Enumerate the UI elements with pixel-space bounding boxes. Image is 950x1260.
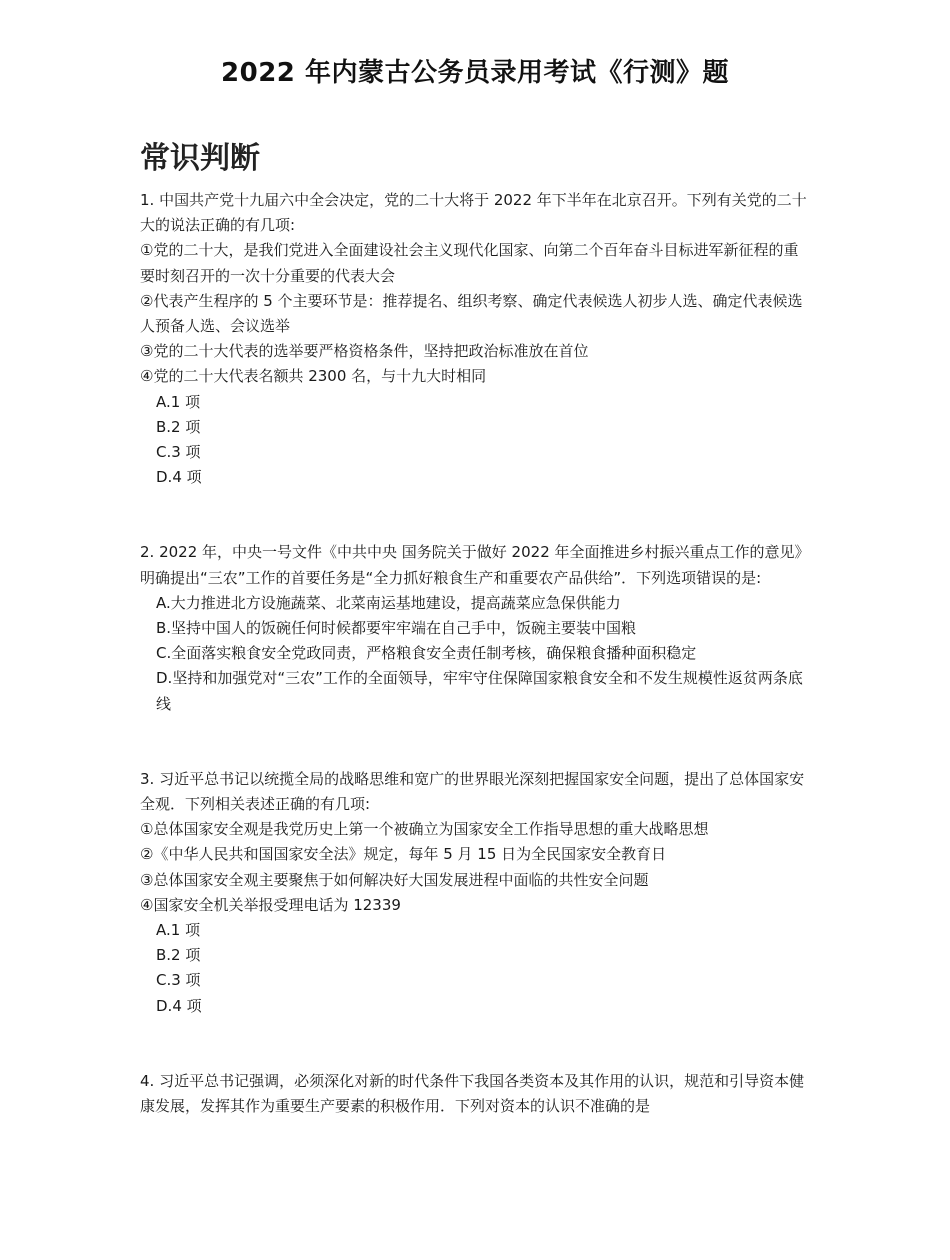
- answer-option: A.大力推进北方设施蔬菜、北菜南运基地建设，提高蔬菜应急保供能力: [156, 593, 621, 612]
- statement-item: ①党的二十大，是我们党进入全面建设社会主义现代化国家、向第二个百年奋斗目标进军新征程的重要时刻召开的一次十分重要的代表大会: [140, 241, 799, 285]
- statement-item: ①总体国家安全观是我党历史上第一个被确立为国家安全工作指导思想的重大战略思想: [140, 820, 709, 839]
- answer-option: D.坚持和加强党对“三农”工作的全面领导，牢牢守住保障国家粮食安全和不发生规模性返贫两条底线: [156, 669, 803, 713]
- section-heading: 常识判断: [140, 141, 260, 176]
- question-stem: 2. 2022 年，中央一号文件《中共中央 国务院关于做好 2022 年全面推进乡村振兴重点工作的意见》明确提出“三农”工作的首要任务是“全力抓好粮食生产和重要农产品供给”．下列选项错误的是:: [140, 543, 803, 587]
- answer-option: A.1 项: [156, 921, 201, 940]
- question-4: [140, 1069, 808, 1119]
- statement-item: ④党的二十大代表名额共 2300 名，与十九大时相同: [140, 367, 487, 386]
- answer-option: B.坚持中国人的饭碗任何时候都要牢牢端在自己手中，饭碗主要装中国粮: [156, 619, 637, 638]
- answer-option: D.4 项: [156, 468, 202, 487]
- statement-item: ④国家安全机关举报受理电话为 12339: [140, 895, 401, 914]
- answer-option: B.2 项: [156, 417, 201, 436]
- answer-option: C.3 项: [156, 971, 201, 990]
- answer-option: C.3 项: [156, 443, 201, 462]
- question-stem: 1. 中国共产党十九届六中全会决定，党的二十大将于 2022 年下半年在北京召开。下列有关党的二十大的说法正确的有几项:: [140, 191, 807, 235]
- document-title: 2022 年内蒙古公务员录用考试《行测》题: [221, 58, 729, 88]
- question-stem: 4. 习近平总书记强调，必须深化对新的时代条件下我国各类资本及其作用的认识，规范和引导资本健康发展，发挥其作为重要生产要素的积极作用．下列对资本的认识不准确的是: [140, 1071, 805, 1116]
- answer-option: A.1 项: [156, 392, 201, 411]
- question-3: [140, 767, 808, 1019]
- question-1: [140, 188, 808, 490]
- answer-option: B.2 项: [156, 946, 201, 965]
- statement-item: ③总体国家安全观主要聚焦于如何解决好大国发展进程中面临的共性安全问题: [140, 870, 649, 889]
- statement-item: ②代表产生程序的 5 个主要环节是：推荐提名、组织考察、确定代表候选人初步人选、确定代表候选人预备人选、会议选举: [140, 291, 803, 336]
- question-stem: 3. 习近平总书记以统揽全局的战略思维和宽广的世界眼光深刻把握国家安全问题，提出了总体国家安全观．下列相关表述正确的有几项:: [140, 769, 805, 814]
- statement-item: ②《中华人民共和国国家安全法》规定，每年 5 月 15 日为全民国家安全教育日: [140, 845, 667, 864]
- answer-option: D.4 项: [156, 996, 202, 1015]
- answer-option: C.全面落实粮食安全党政同责，严格粮食安全责任制考核，确保粮食播种面积稳定: [156, 644, 697, 663]
- statement-item: ③党的二十大代表的选举要严格资格条件，坚持把政治标准放在首位: [140, 342, 589, 361]
- question-list: [140, 188, 808, 1119]
- question-2: [140, 540, 808, 716]
